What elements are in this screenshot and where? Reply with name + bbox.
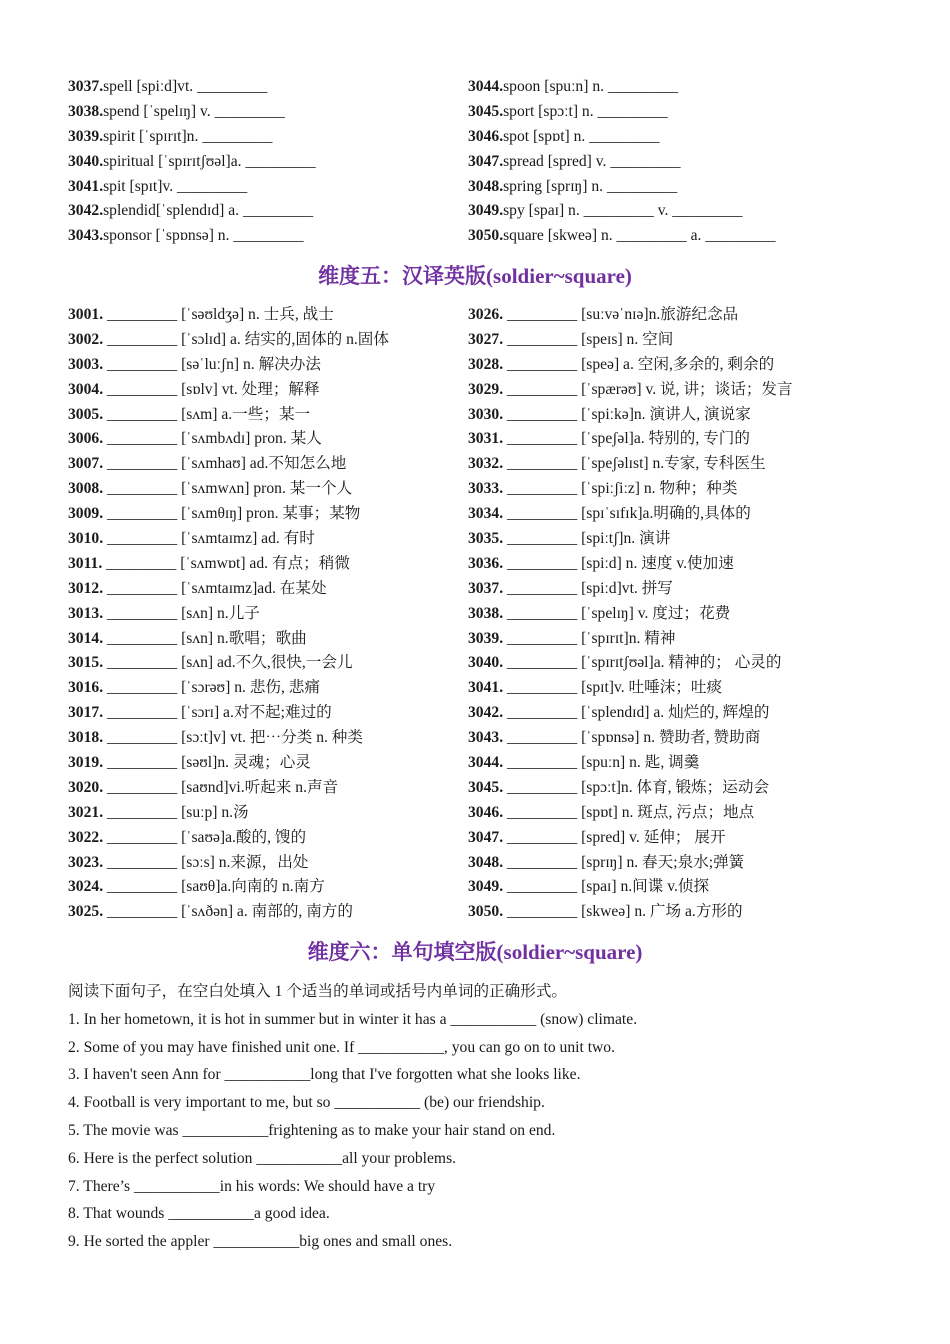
list-item: 3032. _________ [ˈspeʃəlɪst] n.专家, 专科医生 <box>468 455 766 473</box>
top-list-left-column <box>68 75 468 249</box>
section-five-word-list <box>68 303 868 925</box>
list-item: 3024. _________ [saʊθ]a.向南的 n.南方 <box>68 878 325 896</box>
list-item: 3029. _________ [ˈspærəʊ] v. 说, 讲；谈话；发言 <box>468 380 793 398</box>
list-item: 3050.square [skweə] n. _________ a. _________ <box>468 227 776 245</box>
top-list-right-column <box>468 75 868 249</box>
list-item: 3049. _________ [spaɪ] n.间谍 v.侦探 <box>468 878 710 896</box>
list-item: 3004. _________ [sɒlv] vt. 处理；解释 <box>68 380 320 398</box>
list-item: 3015. _________ [sʌn] ad.不久,很快,一会儿 <box>68 654 353 672</box>
sentence-item: 5. The movie was ___________frightening as to make your hair stand on end. <box>68 1121 556 1139</box>
list-item: 3049.spy [spaɪ] n. _________ v. _________ <box>468 202 743 220</box>
list-item: 3009. _________ [ˈsʌmθɪŋ] pron. 某事；某物 <box>68 505 361 523</box>
list-item: 3045. _________ [spɔːt]n. 体育, 锻炼；运动会 <box>468 778 770 796</box>
list-item: 3016. _________ [ˈsɔrəʊ] n. 悲伤, 悲痛 <box>68 679 320 697</box>
list-item: 3043.sponsor [ˈspɒnsə] n. _________ <box>68 227 304 245</box>
list-item: 3026. _________ [suːvəˈnɪə]n.旅游纪念品 <box>468 306 739 323</box>
list-item: 3036. _________ [spiːd] n. 速度 v.使加速 <box>468 554 734 572</box>
list-item: 3031. _________ [ˈspeʃəl]a. 特别的, 专门的 <box>468 430 750 448</box>
list-item: 3006. _________ [ˈsʌmbʌdɪ] pron. 某人 <box>68 430 322 448</box>
list-item: 3005. _________ [sʌm] a.一些；某一 <box>68 405 311 423</box>
list-item: 3038. _________ [ˈspelɪŋ] v. 度过；花费 <box>468 604 731 622</box>
list-item: 3027. _________ [speɪs] n. 空间 <box>468 330 674 348</box>
list-item: 3044. _________ [spuːn] n. 匙, 调羹 <box>468 754 700 772</box>
list-item: 3043. _________ [ˈspɒnsə] n. 赞助者, 赞助商 <box>468 729 761 747</box>
list-item: 3047. _________ [spred] v. 延伸； 展开 <box>468 828 726 846</box>
list-item: 3023. _________ [sɔːs] n.来源，出处 <box>68 853 309 871</box>
list-item: 3037.spell [spiːd]vt. _________ <box>68 78 268 95</box>
list-item: 3048. _________ [sprɪŋ] n. 春天;泉水;弹簧 <box>468 853 745 871</box>
fill-in-sentences <box>68 978 888 1256</box>
list-item: 3001. _________ [ˈsəʊldʒə] n. 士兵, 战士 <box>68 306 334 323</box>
sentence-item: 6. Here is the perfect solution ___________all your problems. <box>68 1149 457 1167</box>
list-item: 3019. _________ [səʊl]n. 灵魂；心灵 <box>68 754 311 772</box>
instruction-text: 阅读下面句子，在空白处填入 1 个适当的单词或括号内单词的正确形式。 <box>68 983 568 1000</box>
list-item: 3014. _________ [sʌn] n.歌唱；歌曲 <box>68 629 307 647</box>
list-item: 3050. _________ [skweə] n. 广场 a.方形的 <box>468 903 743 921</box>
list-item: 3040. _________ [ˈspɪrɪtʃʊəl]a. 精神的； 心灵的 <box>468 654 782 672</box>
list-item: 3008. _________ [ˈsʌmwʌn] pron. 某一个人 <box>68 480 353 498</box>
list-item: 3037. _________ [spiːd]vt. 拼写 <box>468 579 673 597</box>
list-item: 3002. _________ [ˈsɔlɪd] a. 结实的,固体的 n.固体 <box>68 330 389 348</box>
list-item: 3040.spiritual [ˈspɪrɪtʃʊəl]a. _________ <box>68 152 316 170</box>
sentence-item: 2. Some of you may have finished unit one. If ___________, you can go on to unit two. <box>68 1038 616 1056</box>
list-item: 3010. _________ [ˈsʌmtaɪmz] ad. 有时 <box>68 530 315 548</box>
list-item: 3034. _________ [spɪˈsɪfɪk]a.明确的,具体的 <box>468 505 751 523</box>
top-word-list <box>68 75 868 249</box>
list-item: 3044.spoon [spuːn] n. _________ <box>468 78 679 95</box>
section-five-left-column <box>68 303 468 925</box>
list-item: 3021. _________ [suːp] n.汤 <box>68 803 249 821</box>
list-item: 3039.spirit [ˈspɪrɪt]n. _________ <box>68 127 273 145</box>
list-item: 3041. _________ [spɪt]v. 吐唾沫；吐痰 <box>468 679 723 697</box>
list-item: 3013. _________ [sʌn] n.儿子 <box>68 604 260 622</box>
list-item: 3039. _________ [ˈspɪrɪt]n. 精神 <box>468 629 676 647</box>
list-item: 3047.spread [spred] v. _________ <box>468 152 681 170</box>
list-item: 3017. _________ [ˈsɔrɪ] a.对不起;难过的 <box>68 704 332 722</box>
section-five-right-column <box>468 303 868 925</box>
list-item: 3042. _________ [ˈsplendɪd] a. 灿烂的, 辉煌的 <box>468 704 770 722</box>
list-item: 3045.sport [spɔːt] n. _________ <box>468 102 668 120</box>
list-item: 3046.spot [spɒt] n. _________ <box>468 127 660 145</box>
sentence-item: 1. In her hometown, it is hot in summer but in winter it has a ___________ (snow) climate. <box>68 1010 638 1028</box>
list-item: 3030. _________ [ˈspiːkə]n. 演讲人, 演说家 <box>468 405 751 423</box>
list-item: 3003. _________ [səˈluːʃn] n. 解决办法 <box>68 355 321 373</box>
list-item: 3007. _________ [ˈsʌmhaʊ] ad.不知怎么地 <box>68 455 347 473</box>
list-item: 3033. _________ [ˈspiːʃiːz] n. 物种；种类 <box>468 480 738 498</box>
list-item: 3011. _________ [ˈsʌmwɒt] ad. 有点；稍微 <box>68 554 350 572</box>
list-item: 3046. _________ [spɒt] n. 斑点, 污点；地点 <box>468 803 755 821</box>
list-item: 3012. _________ [ˈsʌmtaɪmz]ad. 在某处 <box>68 579 327 597</box>
list-item: 3042.splendid[ˈsplendɪd] a. _________ <box>68 202 314 220</box>
sentence-item: 9. He sorted the appler ___________big ones and small ones. <box>68 1233 453 1251</box>
list-item: 3018. _________ [sɔːt]v] vt. 把⋯分类 n. 种类 <box>68 729 363 747</box>
list-item: 3025. _________ [ˈsʌðən] a. 南部的, 南方的 <box>68 903 353 921</box>
list-item: 3020. _________ [saʊnd]vi.听起来 n.声音 <box>68 778 339 796</box>
list-item: 3022. _________ [ˈsaʊə]a.酸的, 馊的 <box>68 828 307 846</box>
list-item: 3038.spend [ˈspelɪŋ] v. _________ <box>68 102 285 120</box>
sentence-item: 3. I haven't seen Ann for ___________long that I've forgotten what she looks like. <box>68 1066 581 1084</box>
section-six-heading: 维度六：单句填空版(soldier~square) <box>307 940 643 964</box>
section-five-heading: 维度五：汉译英版(soldier~square) <box>318 264 632 288</box>
sentence-item: 4. Football is very important to me, but so ___________ (be) our friendship. <box>68 1094 545 1112</box>
list-item: 3028. _________ [speə] a. 空闲,多余的, 剩余的 <box>468 355 775 373</box>
sentence-item: 7. There’s ___________in his words: We should have a try <box>68 1177 436 1195</box>
list-item: 3035. _________ [spiːtʃ]n. 演讲 <box>468 530 671 548</box>
sentence-item: 8. That wounds ___________a good idea. <box>68 1205 330 1223</box>
list-item: 3048.spring [sprɪŋ] n. _________ <box>468 177 678 195</box>
list-item: 3041.spit [spɪt]v. _________ <box>68 177 248 195</box>
